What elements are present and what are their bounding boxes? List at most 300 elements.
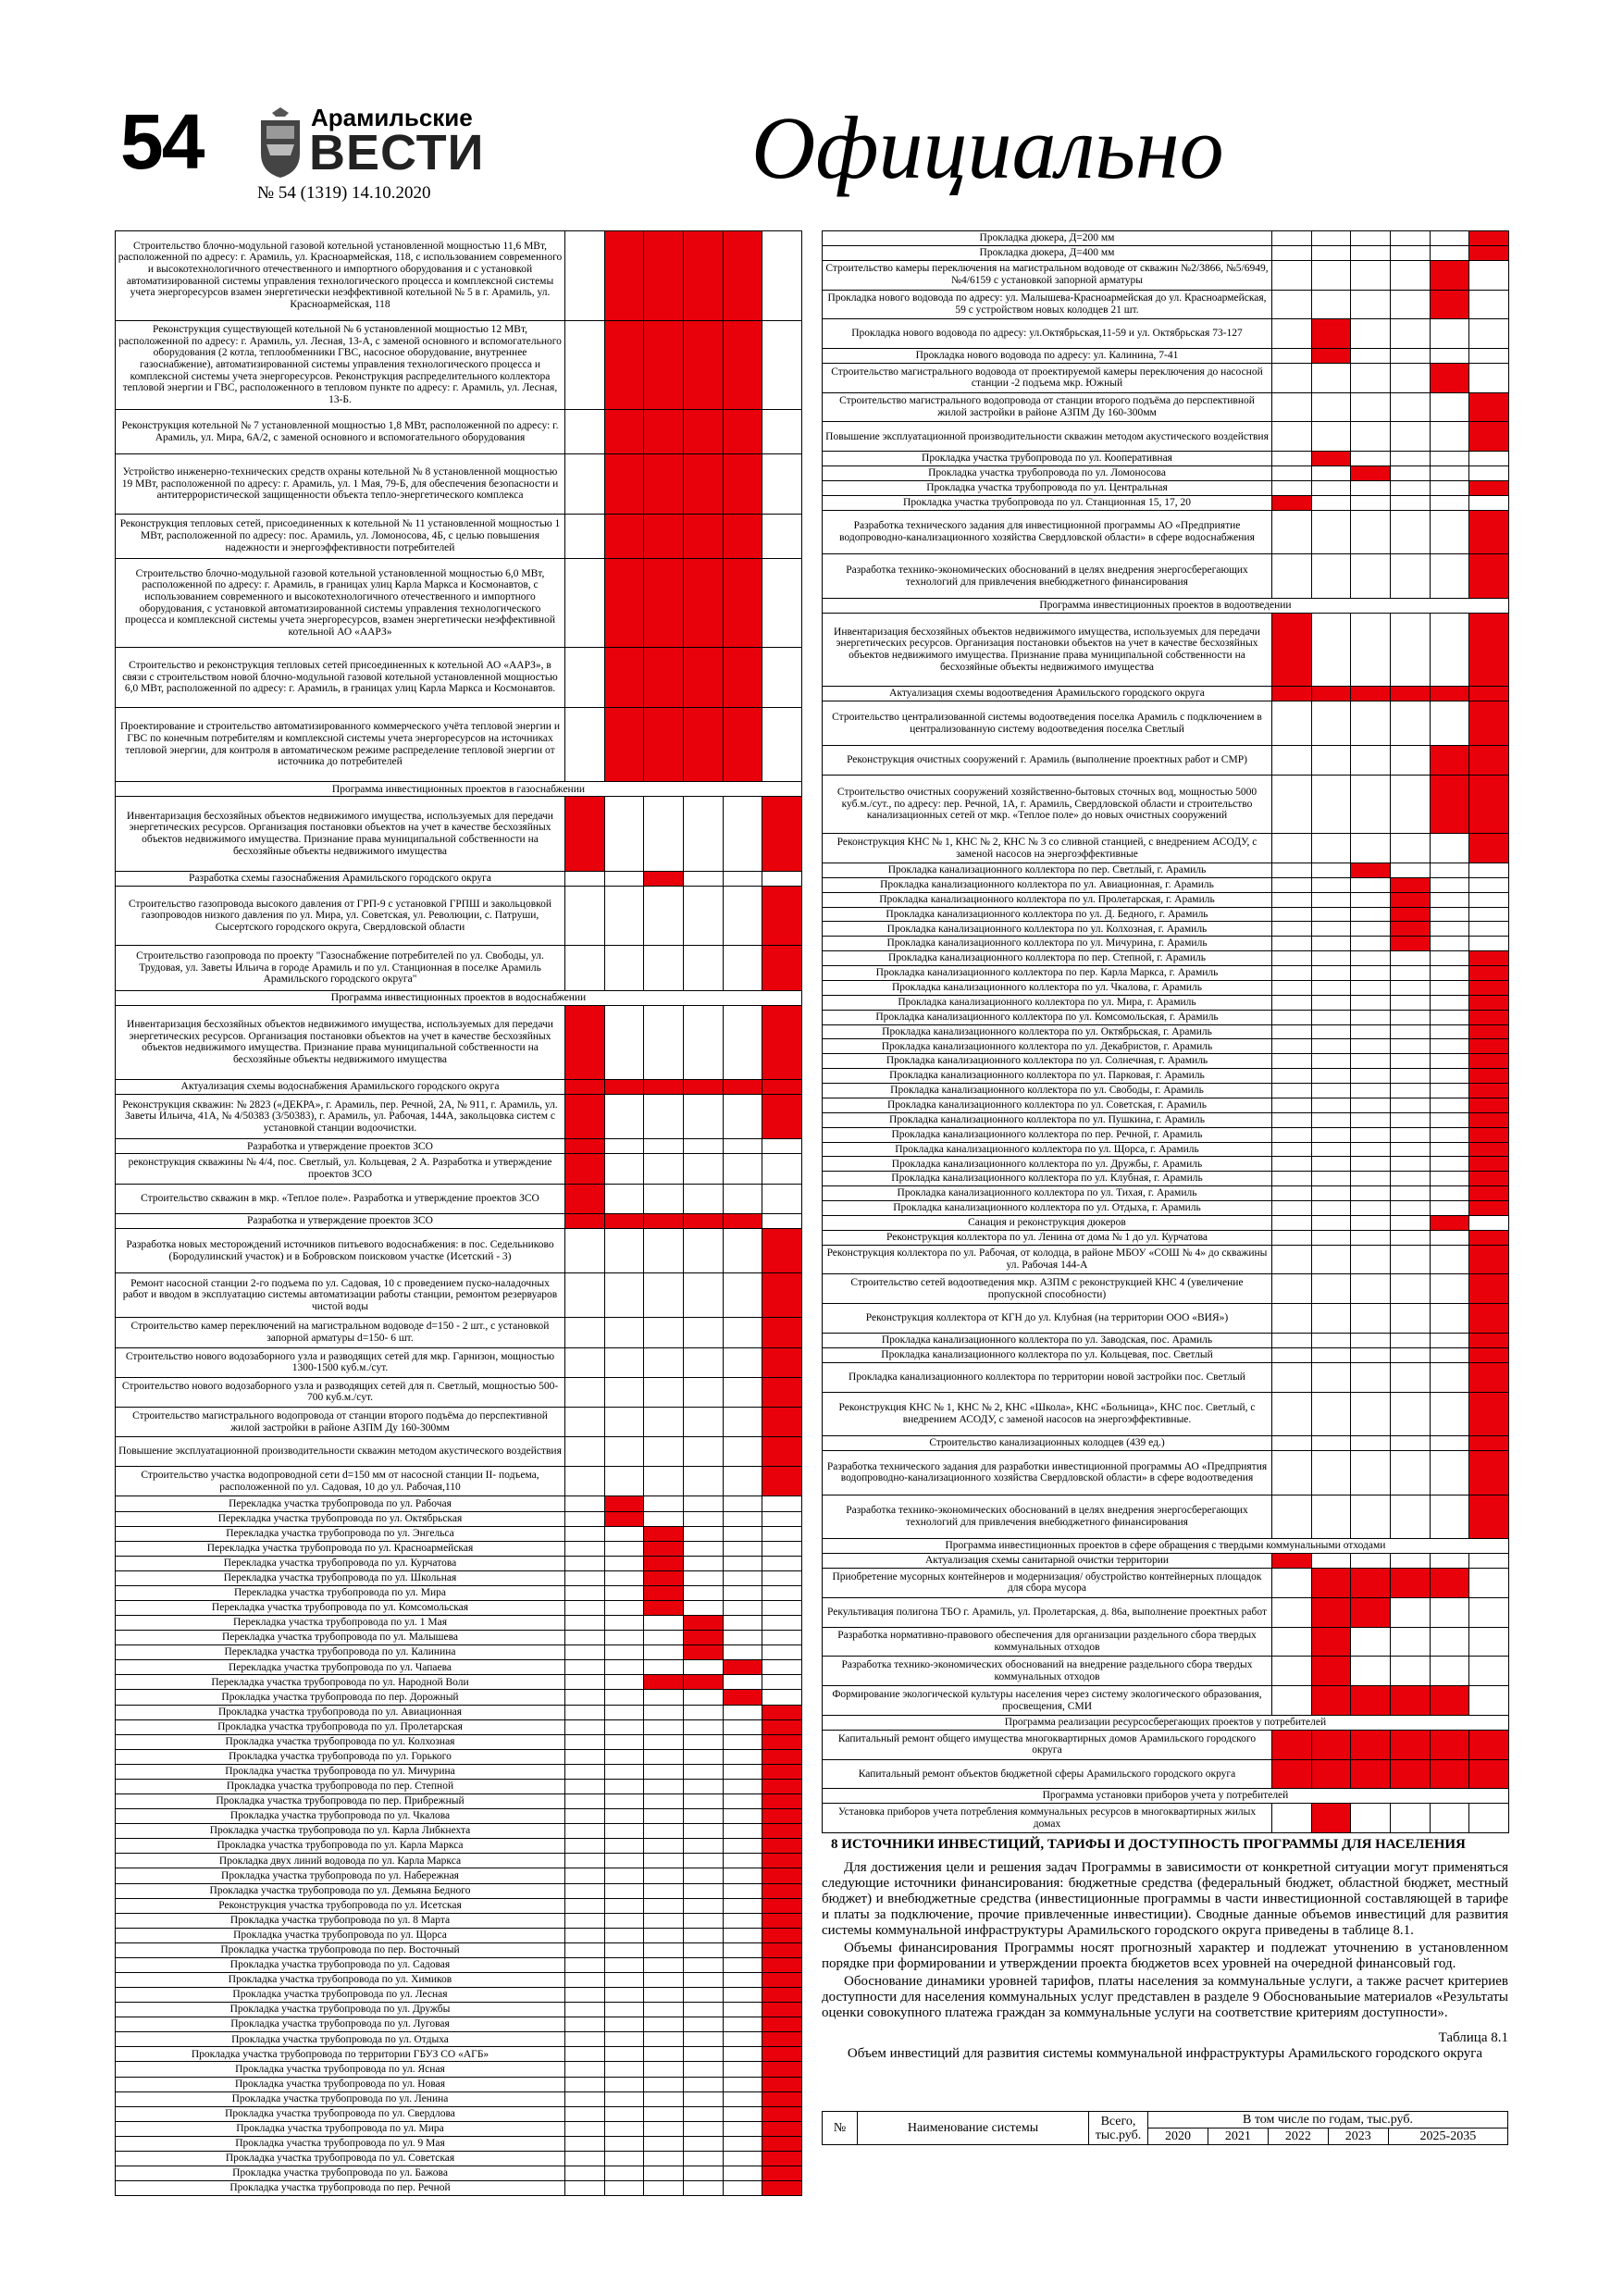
project-name [823,554,1272,599]
year-cell-empty [683,1779,723,1793]
year-cell-empty [604,1660,644,1675]
year-cell-filled [1469,1010,1509,1024]
year-cell-empty [1311,980,1351,995]
year-cell-empty [683,1541,723,1556]
year-cell-filled [1469,1039,1509,1054]
year-cell-empty [1351,1804,1391,1833]
year-cell-empty [1351,422,1391,452]
project-name [823,937,1272,951]
project-name-text: Перекладка участка трубопровода по ул. Малышева [221,1632,459,1644]
year-cell-empty [1311,613,1351,686]
year-cell-empty [1390,260,1430,290]
year-cell-filled [723,1690,762,1705]
year-cell-empty [604,1913,644,1928]
plan-row [116,1213,802,1228]
year-cell-empty [565,2091,605,2106]
year-cell-filled [604,514,644,558]
project-name-text: Программа установки приборов учета у потребителей [1042,1790,1289,1802]
year-cell-empty [644,1898,684,1913]
year-cell-empty [1351,995,1391,1010]
year-cell-filled [1272,613,1312,686]
year-cell-filled [1469,1054,1509,1069]
year-cell-empty [723,1972,762,1987]
year-cell-filled [683,231,723,321]
year-cell-empty [604,1437,644,1467]
year-cell-filled [1430,1686,1469,1716]
project-name-text: Прокладка участка трубопровода по ул. Авиационная [217,1706,463,1718]
project-name [116,707,565,781]
year-cell-empty [723,1467,762,1496]
plan-row [823,1304,1509,1334]
year-cell-filled [1351,466,1391,481]
project-name-text: Прокладка участка трубопровода по ул. Садовая [229,1959,451,1971]
year-cell-filled [683,1616,723,1631]
year-cell-empty [1430,863,1469,877]
project-name [116,558,565,648]
year-cell-empty [644,1734,684,1749]
year-cell-empty [644,1228,684,1272]
year-cell-empty [1272,1495,1312,1539]
year-cell-empty [644,2003,684,2017]
year-cell-empty [1272,966,1312,981]
plan-row [823,1215,1509,1230]
year-cell-filled [1469,701,1509,746]
plan-row [823,995,1509,1010]
year-cell-filled [565,1184,605,1213]
year-cell-empty [565,1690,605,1705]
year-cell-empty [683,1556,723,1570]
year-cell-empty [1311,775,1351,834]
project-name-text: Прокладка участка трубопровода по ул. Отдыха [231,2033,449,2045]
project-name-text: Программа реализации ресурсосберегающих проектов у потребителей [1004,1717,1327,1729]
year-cell-filled [762,1854,802,1868]
year-cell-filled [683,454,723,514]
year-cell-empty [723,1675,762,1690]
year-cell-empty [762,1526,802,1541]
year-cell-empty [1390,834,1430,863]
year-cell-empty [723,1764,762,1779]
year-cell-empty [604,2091,644,2106]
year-cell-empty [604,1779,644,1793]
year-cell-filled [1469,1334,1509,1348]
year-cell-empty [1390,1024,1430,1039]
year-cell-empty [723,1928,762,1942]
year-cell-empty [565,2136,605,2151]
year-cell-empty [1272,290,1312,319]
plan-row [823,834,1509,863]
year-cell-empty [683,1511,723,1526]
project-name [116,1005,565,1079]
project-name-text: Актуализация схемы водоснабжения Арамильского городского округа [180,1081,500,1093]
year-cell-empty [565,454,605,514]
year-cell-filled [762,2106,802,2121]
plan-row [823,1024,1509,1039]
project-name-text: Прокладка участка трубопровода по ул. Колхозная [225,1735,455,1747]
year-cell-filled [762,1005,802,1079]
year-cell-filled [565,797,605,871]
year-cell-filled [1469,1347,1509,1362]
year-cell-empty [604,2017,644,2032]
year-cell-empty [683,2181,723,2196]
year-cell-empty [644,1318,684,1347]
year-cell-empty [644,2106,684,2121]
year-cell-empty [723,946,762,990]
year-cell-empty [1430,922,1469,937]
year-cell-empty [1272,1054,1312,1069]
year-cell-empty [565,320,605,410]
year-cell-empty [1351,834,1391,863]
project-name-text: Перекладка участка трубопровода по ул. Мира [233,1587,447,1599]
year-cell-empty [1351,1010,1391,1024]
year-cell-empty [1351,1657,1391,1686]
project-name [823,319,1272,349]
plan-row [116,2091,802,2106]
year-cell-empty [604,1228,644,1272]
project-name [823,422,1272,452]
plan-row [116,1511,802,1526]
project-name-text: Перекладка участка трубопровода по ул. Энгельса [226,1527,454,1539]
year-cell-empty [1430,1245,1469,1274]
year-cell-empty [1351,480,1391,495]
project-name-text: Разработка схемы газоснабжения Арамильского городского округа [189,873,491,885]
project-name-text: Формирование экологической культуры населения через систему экологического образования, просвещения, СМИ [832,1688,1262,1712]
project-name-text: Прокладка участка трубопровода по ул. 8 Марта [229,1914,451,1926]
project-name-text: Разработка нормативно-правового обеспечения для организации раздельного сбора твердых коммунальных отходов [837,1630,1257,1654]
year-cell-empty [565,2047,605,2062]
project-name [116,2121,565,2136]
year-cell-empty [644,1690,684,1705]
year-cell-empty [604,1377,644,1407]
year-cell-empty [1272,1127,1312,1142]
year-cell-empty [604,1273,644,1318]
year-cell-filled [1469,554,1509,599]
year-cell-empty [1272,892,1312,907]
project-name-text: Прокладка канализационного коллектора по пер. Карла Маркса, г. Арамиль [875,967,1219,979]
project-name [823,290,1272,319]
plan-row [823,245,1509,260]
plan-row [116,1913,802,1928]
plan-row [823,1392,1509,1436]
year-cell-empty [683,2106,723,2121]
project-name [116,1868,565,1883]
year-cell-empty [1272,1186,1312,1201]
year-cell-empty [723,1883,762,1898]
year-cell-empty [1390,1201,1430,1216]
year-cell-empty [1390,951,1430,966]
year-cell-empty [644,1764,684,1779]
year-cell-empty [723,1585,762,1600]
year-cell-empty [1469,877,1509,892]
project-name [116,1437,565,1467]
year-cell-empty [1311,1392,1351,1436]
year-cell-empty [683,1913,723,1928]
project-name [116,1511,565,1526]
project-name [116,1705,565,1719]
investment-table [822,2111,1508,2145]
year-cell-empty [723,871,762,886]
year-cell-filled [1469,1157,1509,1172]
project-name-text: Прокладка канализационного коллектора по ул. Авиационная, г. Арамиль [880,878,1214,890]
year-cell-filled [1351,687,1391,701]
year-cell-empty [1351,701,1391,746]
year-cell-empty [604,1734,644,1749]
year-cell-filled [1311,1569,1351,1598]
plan-row [823,980,1509,995]
year-cell-empty [683,1988,723,2003]
year-cell-empty [1272,245,1312,260]
year-cell-empty [1272,1215,1312,1230]
year-cell-empty [683,1273,723,1318]
year-cell-empty [1351,1157,1391,1172]
year-cell-empty [723,2017,762,2032]
project-name [823,1392,1272,1436]
project-name [823,480,1272,495]
project-name-text: Прокладка участка трубопровода по пер. Прибрежный [216,1795,465,1807]
plan-row [823,1657,1509,1686]
year-cell-empty [723,1631,762,1645]
plan-row [116,1660,802,1675]
project-name [823,1495,1272,1539]
plan-row [823,1759,1509,1789]
year-cell-empty [683,2121,723,2136]
year-cell-empty [1272,466,1312,481]
project-name-text: Прокладка участка трубопровода по ул. Ясная [235,2063,445,2075]
project-name [823,1715,1509,1730]
year-cell-empty [1430,1274,1469,1304]
project-name [823,687,1272,701]
project-name-text: Строительство газопровода по проекту "Газоснабжение потребителей по ул. Свободы, ул. Трудовая, ул. Заветы Ильича в городе Арамиль и по ул. Станционная в поселке Арамиль Арамильского городского округа" [136,949,544,986]
year-cell-filled [1390,922,1430,937]
year-cell-empty [604,1854,644,1868]
year-cell-empty [1351,452,1391,466]
year-cell-empty [723,1957,762,1972]
plan-row [116,1719,802,1734]
project-name-text: Перекладка участка трубопровода по ул. Калинина [224,1646,456,1658]
project-name-text: Санация и реконструкция дюкеров [968,1217,1126,1229]
year-cell-filled [683,707,723,781]
project-name-text: Реконструкция тепловых сетей, присоединенных к котельной № 11 установленной мощностью 1 МВт, расположенной по адресу: пос. Арамиль, ул. Ломоносова, 4Б, с целью повышения надежности и энергоэффективности потребителей [119,518,561,553]
year-cell-empty [683,1883,723,1898]
year-cell-filled [683,1213,723,1228]
project-name-text: Инвентаризация бесхозяйных объектов недвижимого имущества, используемых для передачи энергетических ресурсов. Организация постановки объектов на учет в качестве бесхозяйных объектов недвижимого имущества. Признание права муниципальной собственности на бесхозяйные объекты недвижимого имущества [834,626,1260,673]
year-cell-empty [644,1824,684,1839]
year-cell-empty [604,1942,644,1957]
year-cell-empty [604,2121,644,2136]
year-cell-empty [1469,495,1509,510]
project-name-text: Прокладка участка трубопровода по ул. Свердлова [225,2107,455,2119]
year-cell-empty [1311,701,1351,746]
year-cell-empty [723,1616,762,1631]
year-cell-empty [723,1898,762,1913]
year-cell-empty [1311,1274,1351,1304]
year-cell-empty [1311,1451,1351,1496]
year-cell-filled [1390,1569,1430,1598]
year-cell-filled [1469,1112,1509,1127]
year-cell-empty [723,2136,762,2151]
year-cell-empty [644,1660,684,1675]
plan-row [116,1794,802,1809]
project-name-text: Инвентаризация бесхозяйных объектов недвижимого имущества, используемых для передачи энергетических ресурсов. Организация постановки объектов на учет в качестве бесхозяйных объектов недвижимого имущества. Признание права муниципальной собственности на бесхозяйные объекты недвижимого имущества [127,810,553,857]
project-name-text: Прокладка канализационного коллектора по ул. Колхозная, г. Арамиль [886,923,1208,935]
year-cell-empty [723,1988,762,2003]
year-cell-filled [604,454,644,514]
year-cell-empty [1272,951,1312,966]
project-name [116,2017,565,2032]
year-cell-filled [762,2136,802,2151]
project-name-text: Прокладка участка трубопровода по пер. Восточный [220,1944,460,1956]
project-name [823,231,1272,246]
year-cell-empty [1311,834,1351,863]
year-cell-empty [723,1228,762,1272]
plan-row [116,1467,802,1496]
year-cell-empty [1311,1142,1351,1157]
year-cell-empty [1430,466,1469,481]
plan-row [116,1347,802,1377]
project-name-text: Строительство камер переключений на магистральном водоводе d=150 - 2 шт., с установкой запорной арматуры d=150- 6 шт. [130,1321,550,1345]
year-cell-empty [1469,452,1509,466]
year-cell-filled [762,797,802,871]
year-cell-filled [1469,951,1509,966]
year-cell-empty [604,2032,644,2047]
year-cell-filled [762,1095,802,1139]
project-name [116,1734,565,1749]
year-cell-empty [1351,231,1391,246]
year-cell-empty [762,1541,802,1556]
year-cell-empty [1469,1657,1509,1686]
year-cell-empty [683,1496,723,1511]
year-cell-filled [1311,1597,1351,1627]
year-cell-empty [1272,1304,1312,1334]
year-cell-filled [1469,1230,1509,1245]
plan-row [116,1839,802,1854]
project-name-text: Инвентаризация бесхозяйных объектов недвижимого имущества, используемых для передачи энергетических ресурсов. Организация постановки объектов на учет в качестве бесхозяйных объектов недвижимого имущества. Признание права муниципальной собственности на бесхозяйные объекты недвижимого имущества [127,1019,553,1065]
project-name [823,599,1509,614]
year-cell-empty [723,1184,762,1213]
project-name [823,775,1272,834]
plan-row [116,1407,802,1436]
year-cell-empty [644,1645,684,1660]
year-cell-empty [1311,554,1351,599]
year-cell-empty [1430,1347,1469,1362]
year-cell-empty [762,558,802,648]
year-cell-empty [604,1690,644,1705]
project-name-text: Прокладка канализационного коллектора по ул. Парковая, г. Арамиль [889,1070,1205,1082]
plan-row [116,1675,802,1690]
year-cell-filled [1469,775,1509,834]
year-cell-filled [644,648,684,707]
project-name [116,1809,565,1824]
year-cell-empty [1469,1597,1509,1627]
year-cell-empty [565,1988,605,2003]
year-cell-filled [1469,231,1509,246]
year-cell-empty [604,1719,644,1734]
year-cell-empty [723,1318,762,1347]
year-cell-empty [1272,1230,1312,1245]
year-cell-filled [1311,1657,1351,1686]
plan-row [823,1495,1509,1539]
year-cell-filled [1311,1627,1351,1657]
project-name-text: Прокладка участка трубопровода по пер. Речной [229,2182,451,2194]
year-cell-empty [762,1556,802,1570]
year-cell-empty [1311,1112,1351,1127]
plan-row [116,886,802,945]
year-cell-filled [644,514,684,558]
project-name-text: Программа инвестиционных проектов в водоснабжении [330,991,587,1003]
year-cell-empty [762,1690,802,1705]
year-cell-empty [1390,363,1430,392]
project-name [116,2136,565,2151]
year-cell-empty [1272,1142,1312,1157]
year-cell-empty [1430,495,1469,510]
year-cell-empty [683,886,723,945]
year-cell-empty [644,1988,684,2003]
project-name [116,1928,565,1942]
year-cell-empty [1390,995,1430,1010]
year-cell-empty [1351,1436,1391,1451]
year-cell-empty [644,1631,684,1645]
project-name-text: Прокладка участка трубопровода по ул. Щорса [233,1929,447,1941]
year-cell-empty [644,1273,684,1318]
project-name-text: Программа инвестиционных проектов в сфере обращения с твердыми коммунальными отходами [945,1540,1386,1552]
project-name-text: Прокладка канализационного коллектора по ул. Пушкина, г. Арамиль [889,1113,1205,1125]
plan-row [823,231,1509,246]
year-cell-empty [1272,922,1312,937]
year-cell-filled [1351,1569,1391,1598]
year-cell-empty [723,2151,762,2166]
year-cell-empty [1430,701,1469,746]
project-name [116,1154,565,1184]
year-cell-filled [762,1273,802,1318]
year-cell-empty [1351,392,1391,422]
year-cell-empty [683,1184,723,1213]
year-cell-empty [565,558,605,648]
year-cell-filled [762,1972,802,1987]
plan-row [823,1245,1509,1274]
year-cell-empty [604,1570,644,1585]
year-cell-empty [1390,1230,1430,1245]
year-cell-filled [565,1005,605,1079]
plan-row [823,260,1509,290]
year-cell-empty [1390,1362,1430,1392]
year-cell-empty [1351,1172,1391,1186]
project-name-text: Прокладка участка трубопровода по ул. Карла Либкнехта [209,1825,471,1837]
year-cell-empty [644,2151,684,2166]
year-cell-filled [1469,1024,1509,1039]
plan-row [116,410,802,454]
year-cell-empty [1272,1069,1312,1084]
plan-row [823,1172,1509,1186]
project-name [823,349,1272,364]
plan-row [116,1273,802,1318]
plan-row [116,1318,802,1347]
year-cell-empty [1390,349,1430,364]
year-cell-empty [1311,466,1351,481]
project-name [823,1686,1272,1716]
year-cell-empty [644,1407,684,1436]
year-cell-filled [762,886,802,945]
year-cell-empty [565,1928,605,1942]
plan-row [116,782,802,797]
year-cell-empty [1311,922,1351,937]
year-cell-filled [1390,877,1430,892]
project-name-text: Строительство нового водозаборного узла и разводящих сетей для мкр. Гарнизон, мощностью 1300-1500 куб.м./сут. [125,1350,555,1374]
year-cell-empty [644,886,684,945]
year-cell-filled [762,2121,802,2136]
year-cell-empty [604,1318,644,1347]
project-name [116,2151,565,2166]
year-cell-empty [644,2181,684,2196]
year-cell-empty [1351,966,1391,981]
